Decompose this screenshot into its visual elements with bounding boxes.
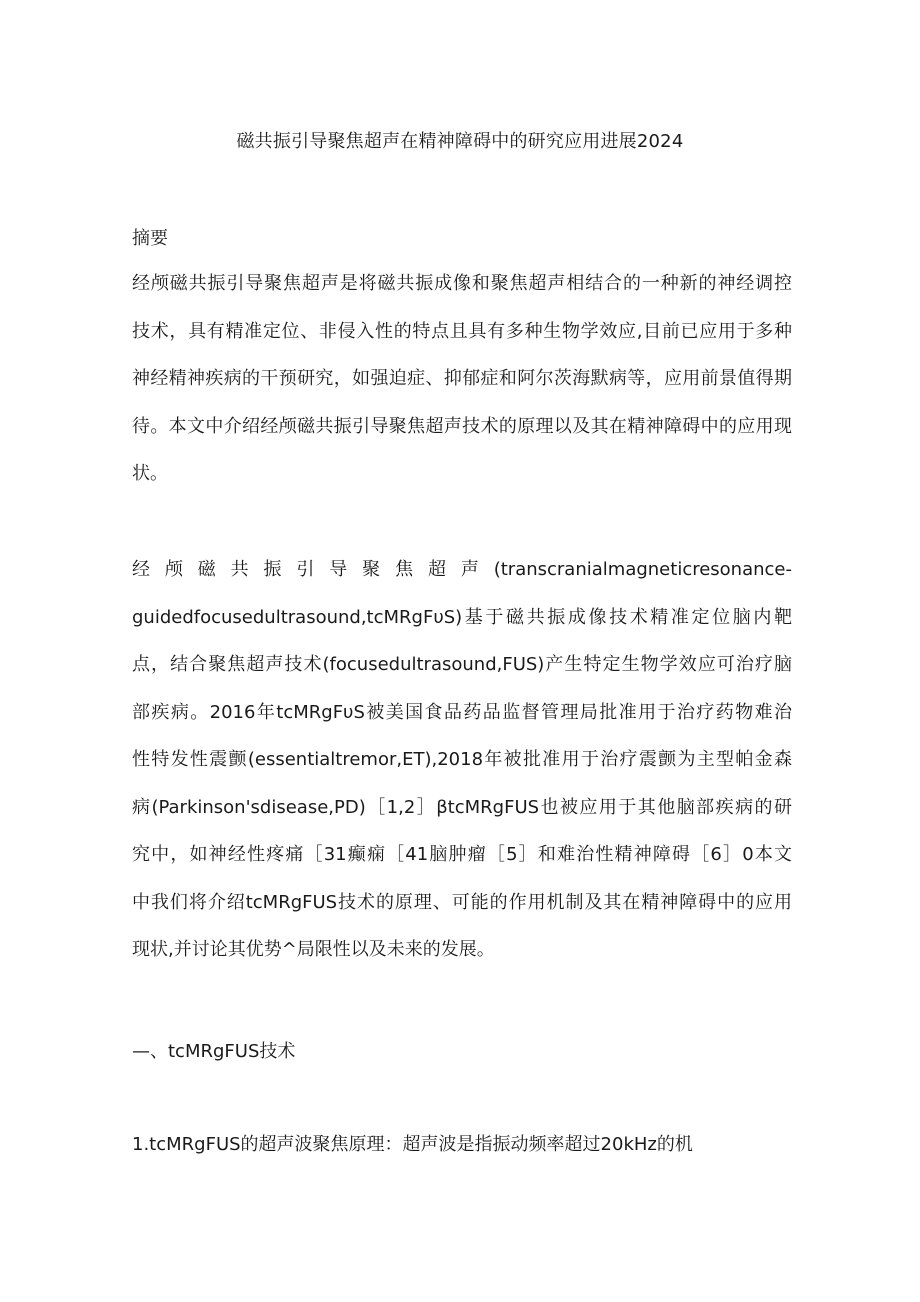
intro-line: 现状,并讨论其优势^局限性以及未来的发展。	[132, 939, 495, 960]
abstract-line: 经颅磁共振引导聚焦超声是将磁共振成像和聚焦超声相结合的一种新的神经调控	[132, 273, 792, 294]
subsection-line-1: 1.tcMRgFUS的超声波聚焦原理：超声波是指振动频率超过20kHz的机	[132, 1134, 693, 1155]
intro-paragraph	[132, 546, 792, 974]
abstract-line: 神经精神疾病的干预研究，如强迫症、抑郁症和阿尔茨海默病等，应用前景值得期	[132, 368, 792, 389]
intro-line: 究中，如神经性疼痛［31癫痫［41脑肿瘤［5］和难治性精神障碍［6］0本文	[132, 844, 792, 865]
intro-line: 病(Parkinson'sdisease,PD)［1,2］βtcMRgFUS也被应用于其他脑部疾病的研	[132, 796, 792, 818]
intro-line: guidedfocusedultrasound,tcMRgFυS)基于磁共振成像技术精准定位脑内靶	[132, 606, 792, 628]
intro-line: 经 颅 磁 共 振 引 导 聚 焦 超 声 (transcranialmagneticresonance-	[132, 559, 792, 580]
intro-line: 部疾病。2016年tcMRgFυS被美国食品药品监督管理局批准用于治疗药物难治	[132, 701, 792, 723]
intro-line: 点，结合聚焦超声技术(focusedultrasound,FUS)产生特定生物学效应可治疗脑	[132, 654, 792, 675]
document-title: 磁共振引导聚焦超声在精神障碍中的研究应用进展2024	[236, 131, 684, 152]
abstract-heading: 摘要	[132, 228, 168, 249]
intro-line: 性特发性震颤(essentialtremor,ET),2018年被批准用于治疗震颤为主型帕金森	[132, 749, 792, 770]
abstract-line: 技术，具有精准定位、非侵入性的特点且具有多种生物学效应,目前已应用于多种	[132, 320, 792, 342]
abstract-line: 状。	[132, 463, 168, 484]
abstract-paragraph	[132, 260, 792, 498]
intro-line: 中我们将介绍tcMRgFUS技术的原理、可能的作用机制及其在精神障碍中的应用	[132, 891, 792, 913]
section-heading-1: —、tcMRgFUS技术	[132, 1041, 296, 1062]
abstract-line: 待。本文中介绍经颅磁共振引导聚焦超声技术的原理以及其在精神障碍中的应用现	[132, 415, 792, 437]
